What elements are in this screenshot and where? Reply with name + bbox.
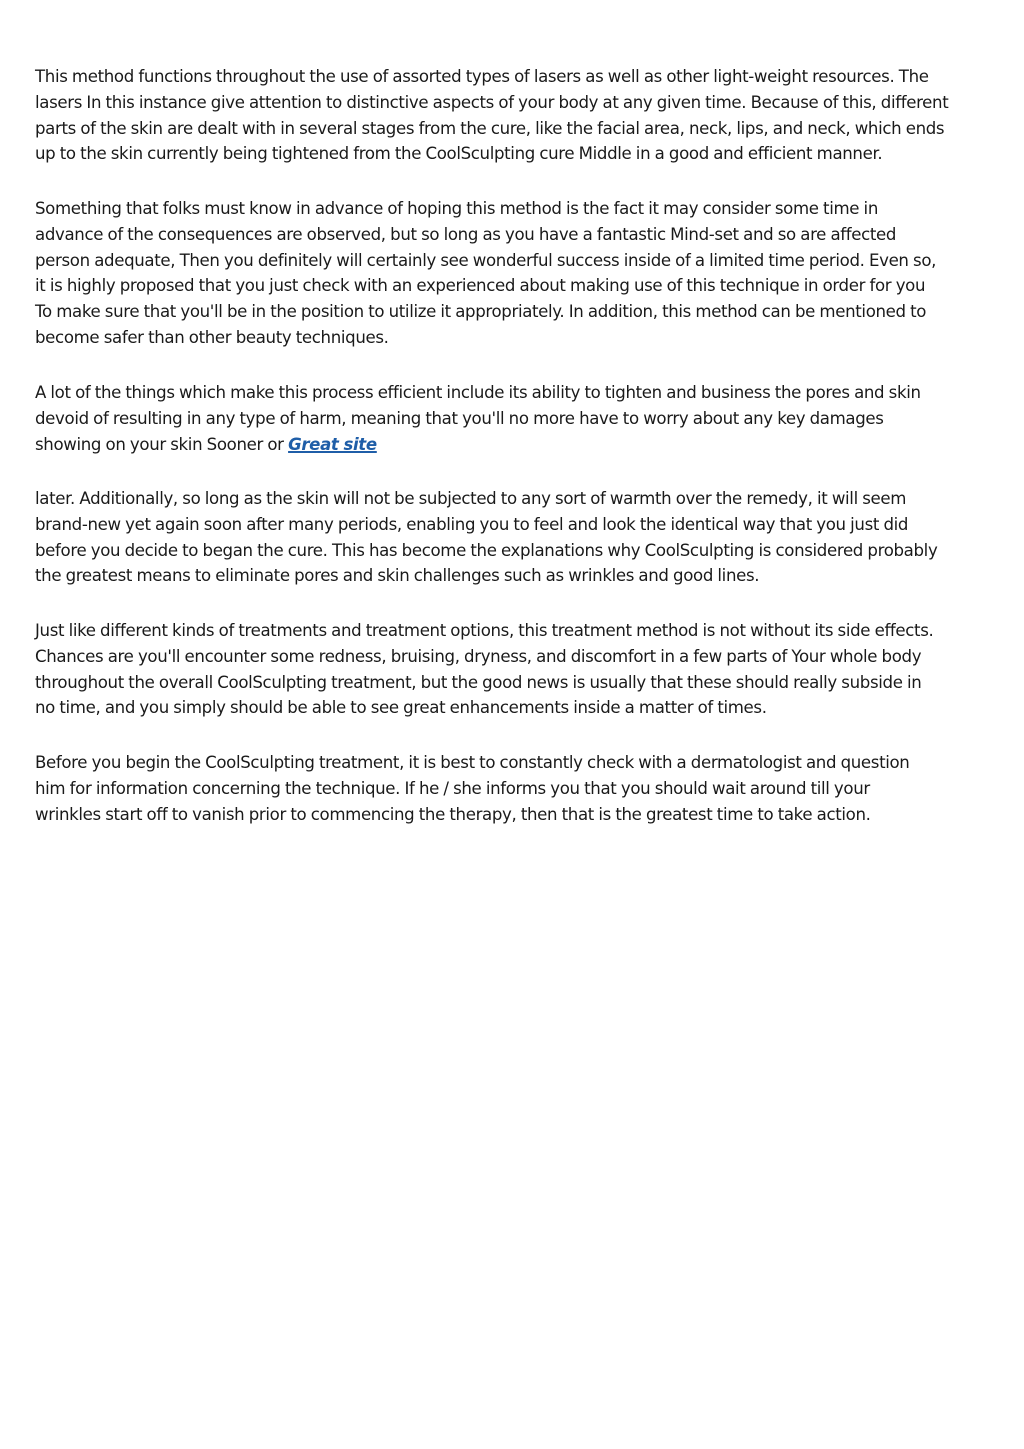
text-line: up to the skin currently being tightened from the CoolSculpting cure Middle in a good and efficient manner. [35,144,883,164]
paragraph-lasers [35,64,995,167]
text-line: A lot of the things which make this process efficient include its ability to tighten and business the pores and skin [35,383,921,402]
text-line: Just like different kinds of treatments and treatment options, this treatment method is not without its side effects. [35,621,934,640]
paragraph-dermatologist [35,750,995,827]
paragraph-results [35,486,995,589]
paragraph-efficiency [35,380,995,457]
paragraph-side-effects [35,618,995,721]
text-line: Something that folks must know in advance of hoping this method is the fact it may consider some time in [35,199,878,218]
text-line: brand-new yet again soon after many periods, enabling you to feel and look the identical way that you just did [35,514,909,534]
text-line: person adequate, Then you definitely will certainly see wonderful success inside of a limited time period. Even so, [35,250,937,270]
text-line: devoid of resulting in any type of harm, meaning that you'll no more have to worry about any key damages [35,408,884,428]
text-line: lasers In this instance give attention to distinctive aspects of your body at any given time. Because of this, different [35,92,949,112]
text-line: before you decide to began the cure. This has become the explanations why CoolSculpting is considered probably [35,540,938,560]
paragraph-advance-notice [35,196,995,351]
text-line: no time, and you simply should be able to see great enhancements inside a matter of times. [35,698,767,718]
text-line: it is highly proposed that you just check with an experienced about making use of this technique in order for you [35,276,926,296]
text-line: him for information concerning the technique. If he / she informs you that you should wait around till your [35,778,870,798]
text-fragment: showing on your skin Sooner or [35,434,289,454]
text-line: Chances are you'll encounter some redness, bruising, dryness, and discomfort in a few parts of Your whole body [35,646,922,666]
text-line: the greatest means to eliminate pores and skin challenges such as wrinkles and good lines. [35,566,760,586]
text-line: This method functions throughout the use of assorted types of lasers as well as other light-weight resources. The [35,67,929,86]
text-line: Before you begin the CoolSculpting treatment, it is best to constantly check with a dermatologist and question [35,753,910,772]
text-line-with-link [35,432,995,458]
text-line: wrinkles start off to vanish prior to commencing the therapy, then that is the greatest time to take action. [35,804,871,824]
text-line: parts of the skin are dealt with in several stages from the cure, like the facial area, neck, lips, and neck, which ends [35,118,945,138]
text-line: later. Additionally, so long as the skin will not be subjected to any sort of warmth over the remedy, it will seem [35,489,907,508]
text-line: become safer than other beauty techniques. [35,327,389,347]
text-line: throughout the overall CoolSculpting treatment, but the good news is usually that these should really subside in [35,672,922,692]
text-line: To make sure that you'll be in the position to utilize it appropriately. In addition, this method can be mentioned to [35,302,927,322]
text-line: advance of the consequences are observed, but so long as you have a fantastic Mind-set and so are affected [35,224,897,244]
great-site-link[interactable]: Great site [288,434,377,454]
